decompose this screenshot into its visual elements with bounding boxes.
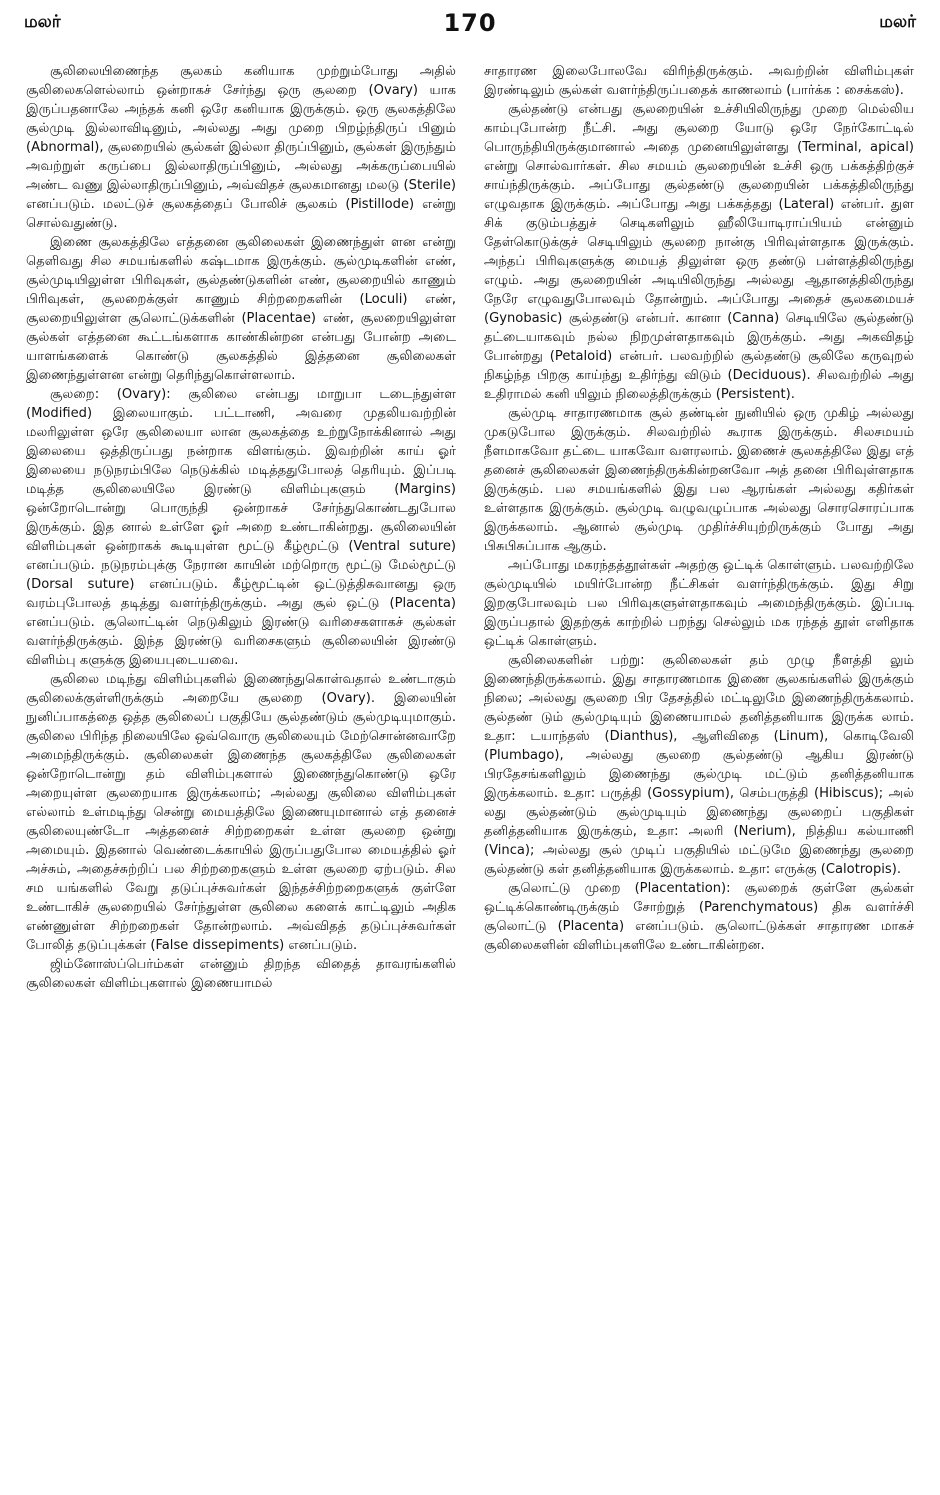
paragraph: சூலிலை மடிந்து விளிம்புகளில் இணைந்துகொள்வதால் உண்டாகும் சூலிலைக்குள்ளிருக்கும் அறையே சூலறை (Ovary). இலையின் நுனிப்பாகத்தை ஒத்த சூலிலைப் பகுதியே சூல்தண்டும் சூல்முடியுமாகும். சூலிலை பிரிந்த நிலையிலே ஒவ்வொரு சூலிலையும் மேற்சொன்னவாறே அமைந்திருக்கும். சூலிலைகள் இணைந்த சூலகத்திலே சூலிலைகள் ஒன்றோடொன்று தம் விளிம்புகளால் இணைந்துகொண்டு ஒரே அறையுள்ள சூலறையாக இருக்கலாம்; அல்லது சூலிலை விளிம்புகள் எல்லாம் உள்மடிந்து சென்று மையத்திலே இணையுமானால் எத் தனைச் சூலிலையுண்டோ அத்தனைச் சிற்றறைகள் உள்ள சூலறை ஒன்று அமையும். இதனால் வெண்டைக்காயில் இருப்பதுபோல மையத்தில் ஓர் அச்சும், அதைச்சுற்றிப் பல சிற்றறைகளும் உள்ள சூலறை ஏற்படும். சில சம யங்களில் வேறு தடுப்புச்சுவர்கள் இந்தச்சிற்றறைகளுக் குள்ளே உண்டாகிச் சூலறையில் சேர்ந்துள்ள சூலிலை களைக் காட்டிலும் அதிக எண்ணுள்ள சிற்றறைகள் தோன்றலாம். அவ்விதத் தடுப்புச்சுவர்கள் போலித் தடுப்புக்கள் (False dissepiments) எனப்படும். (26, 672, 456, 953)
right-column (484, 62, 914, 1484)
paragraph: சாதாரண இலைபோலவே விரிந்திருக்கும். அவற்றின் விளிம்புகள் இரண்டிலும் சூல்கள் வளர்ந்திருப்பதைக் காணலாம் (பார்க்க : சைக்கஸ்). (484, 64, 914, 98)
paragraph: சூலொட்டு முறை (Placentation): சூலறைக் குள்ளே சூல்கள் ஒட்டிக்கொண்டிருக்கும் சோற்றுத் (Parenchymatous) திசு வளர்ச்சி சூலொட்டு (Placenta) எனப்படும். சூலொட்டுக்கள் சாதாரண மாகச் சூலிலைகளின் விளிம்புகளிலே உண்டாகின்றன. (484, 881, 914, 953)
paragraph: சூல்தண்டு என்பது சூலறையின் உச்சியிலிருந்து முறை மெல்லிய காம்புபோன்ற நீட்சி. அது சூலறை யோடு ஒரே நேர்கோட்டில் பொருந்தியிருக்குமானால் அதை முனையிலுள்ளது (Terminal, apical) என்று சொல்வார்கள். சில சமயம் சூலறையின் உச்சி ஒரு பக்கத்திற்குச் சாய்ந்திருக்கும். அப்போது சூல்தண்டு சூலறையின் பக்கத்திலிருந்து எழுவதாக இருக்கும். அப்போது அது பக்கத்தது (Lateral) என்பர். துள சிக் குடும்பத்துச் செடிகளிலும் ஹீலியோடிராப்பியம் என்னும் தேள்கொடுக்குச் செடியிலும் சூலறை நான்கு பிரிவுள்ளதாக இருக்கும். அந்தப் பிரிவுகளுக்கு மையத் திலுள்ள ஒரு தண்டு பள்ளத்திலிருந்து எழும். அது சூலறையின் அடியிலிருந்து அல்லது ஆதானத்திலிருந்து நேரே எழுவதுபோலவும் தோன்றும். அப்போது அதைச் சூலகமையச் (Gynobasic) சூல்தண்டு என்பர். கானா (Canna) செடியிலே சூல்தண்டு தட்டையாகவும் நல்ல நிறமுள்ளதாகவும் இருக்கும். அது அகவிதழ் போன்றது (Petaloid) என்பர். பலவற்றில் சூல்தண்டு சூலிலே கருவுறல் நிகழ்ந்த பிறகு காய்ந்து உதிர்ந்து விடும் (Deciduous). சிலவற்றில் அது உதிராமல் கனி யிலும் நிலைத்திருக்கும் (Persistent). (484, 102, 914, 402)
page-number: 170 (443, 9, 497, 37)
paragraph: சூலிலைகளின் பற்று: சூலிலைகள் தம் முழு நீளத்தி லும் இணைந்திருக்கலாம். இது சாதாரணமாக இணை சூலகங்களில் இருக்கும் நிலை; அல்லது சூலறை பிர தேசத்தில் மட்டிலுமே இணைந்திருக்கலாம். சூல்தண் டும் சூல்முடியும் இணையாமல் தனித்தனியாக இருக்க லாம். உதா: டயாந்தஸ் (Dianthus), ஆளிவிதை (Linum), கொடிவேலி (Plumbago), அல்லது சூலறை சூல்தண்டு ஆகிய இரண்டு பிரதேசங்களிலும் இணைந்து சூல்முடி மட்டும் தனித்தனியாக இருக்கலாம். உதா: பருத்தி (Gossypium), செம்பருத்தி (Hibiscus); அல் லது சூல்தண்டும் சூல்முடியும் இணைந்து சூலறைப் பகுதிகள் தனித்தனியாக இருக்கும், உதா: அலரி (Nerium), நித்திய கல்யாணி (Vinca); அல்லது சூல் முடிப் பகுதியில் மட்டுமே இணைந்து சூலறை சூல்தண்டு கள் தனித்தனியாக இருக்கலாம். உதா: எருக்கு (Calotropis). (484, 653, 914, 877)
paragraph: சூலறை: (Ovary): சூலிலை என்பது மாறுபா டடைந்துள்ள (Modified) இலையாகும். பட்டாணி, அவரை முதலியவற்றின் மலரிலுள்ள ஒரே சூலிலையா லான சூலகத்தை உற்றுநோக்கினால் அது இலையை ஒத்திருப்பது நன்றாக விளங்கும். இவற்றின் காய் ஓர் இலையை நடுநரம்பிலே நெடுக்கில் மடித்ததுபோலத் தெரியும். இப்படி மடித்த சூலிலையிலே இரண்டு விளிம்புகளும் (Margins) ஒன்றோடொன்று பொருந்தி ஒன்றாகச் சேர்ந்துகொண்டதுபோல இருக்கும். இத னால் உள்ளே ஓர் அறை உண்டாகின்றது. சூலிலையின் விளிம்புகள் ஒன்றாகக் கூடியுள்ள மூட்டு கீழ்மூட்டு (Ventral suture) எனப்படும். நடுநரம்புக்கு நேரான காயின் மற்றொரு மூட்டு மேல்மூட்டு (Dorsal suture) எனப்படும். கீழ்மூட்டின் ஒட்டுத்திசுவானது ஒரு வரம்புபோலத் தடித்து வளர்ந்திருக்கும். அது சூல் ஒட்டு (Placenta) எனப்படும். சூலொட்டின் நெடுகிலும் இரண்டு வரிசைகளாகச் சூல்கள் வளர்ந்திருக்கும். இந்த இரண்டு வரிசைகளும் சூலிலையின் இரண்டு விளிம்பு களுக்கு இயைபுடையவை. (26, 387, 456, 668)
paragraph: ஜிம்னோஸ்ப்பெர்ம்கள் என்னும் திறந்த விதைத் தாவரங்களில் சூலிலைகள் விளிம்புகளால் இணையாமல் (26, 957, 456, 991)
header-right-word: மலர் (879, 12, 916, 32)
paragraph: அப்போது மகரந்தத்தூள்கள் அதற்கு ஒட்டிக் கொள்ளும். பலவற்றிலே சூல்முடியில் மயிர்போன்ற நீட்சிகள் வளர்ந்திருக்கும். இது சிறு இறகுபோலவும் பல பிரிவுகளுள்ளதாகவும் அமைந்திருக்கும். இப்படி இருப்பதால் இதற்குக் காற்றில் பறந்து செல்லும் மக ரந்தத் தூள் எளிதாக ஒட்டிக் கொள்ளும். (484, 558, 914, 649)
paragraph: இணை சூலகத்திலே எத்தனை சூலிலைகள் இணைந்துள் ளன என்று தெளிவது சில சமயங்களில் கஷ்டமாக இருக்கும். சூல்முடிகளின் எண், சூல்முடியிலுள்ள பிரிவுகள், சூல்தண்டுகளின் எண், சூலறையில் காணும் பிரிவுகள், சூலறைக்குள் காணும் சிற்றறைகளின் (Loculi) எண், சூலறையிலுள்ள சூலொட்டுக்களின் (Placentae) எண், சூலறையிலுள்ள சூல்கள் எத்தனை கூட்டங்களாக காண்கின்றன என்பது போன்ற அடை யாளங்களைக் கொண்டு சூலகத்தில் இத்தனை சூலிலைகள் இணைந்துள்ளன என்று தெரிந்துகொள்ளலாம். (26, 235, 456, 383)
left-column (26, 62, 456, 1484)
header-left-word: மலர் (24, 12, 61, 32)
paragraph: சூல்முடி சாதாரணமாக சூல் தண்டின் நுனியில் ஒரு முகிழ் அல்லது முகடுபோல இருக்கும். சிலவற்றில் கூராக இருக்கும். சிலசமயம் நீளமாகவோ தட்டை யாகவோ வளரலாம். இணைச் சூலகத்திலே இது எத் தனைச் சூலிலைகள் இணைந்திருக்கின்றனவோ அத் தனை பிரிவுள்ளதாக இருக்கும். பல சமயங்களில் இது பல ஆரங்கள் அல்லது கதிர்கள் உள்ளதாக இருக்கும். சூல்முடி வழுவழுப்பாக அல்லது சொரசொரப்பாக இருக்கலாம். ஆனால் சூல்முடி முதிர்ச்சியுற்றிருக்கும் போது அது பிசுபிசுப்பாக ஆகும். (484, 406, 914, 554)
paragraph: சூலிலையிணைந்த சூலகம் கனியாக முற்றும்போது அதில் சூலிலைகளெல்லாம் ஒன்றாகச் சேர்ந்து ஒரு சூலறை (Ovary) யாக இருப்பதனாலே அந்தக் கனி ஒரே கனியாக இருக்கும். ஒரு சூலகத்திலே சூல்முடி இல்லாவிடினும், அல்லது அது முறை பிறழ்ந்திருப் பினும் (Abnormal), சூலறையில் சூல்கள் இல்லா திருப்பினும், சூல்கள் இருந்தும் அவற்றுள் கருப்பை இல்லாதிருப்பினும், அல்லது அக்கருப்பையில் அண்ட வணு இல்லாதிருப்பினும், அவ்விதச் சூலகமானது மலடு (Sterile) எனப்படும். மலட்டுச் சூலகத்தைப் போலிச் சூலகம் (Pistillode) என்று சொல்வதுண்டு. (26, 64, 456, 231)
page-header (24, 6, 916, 40)
